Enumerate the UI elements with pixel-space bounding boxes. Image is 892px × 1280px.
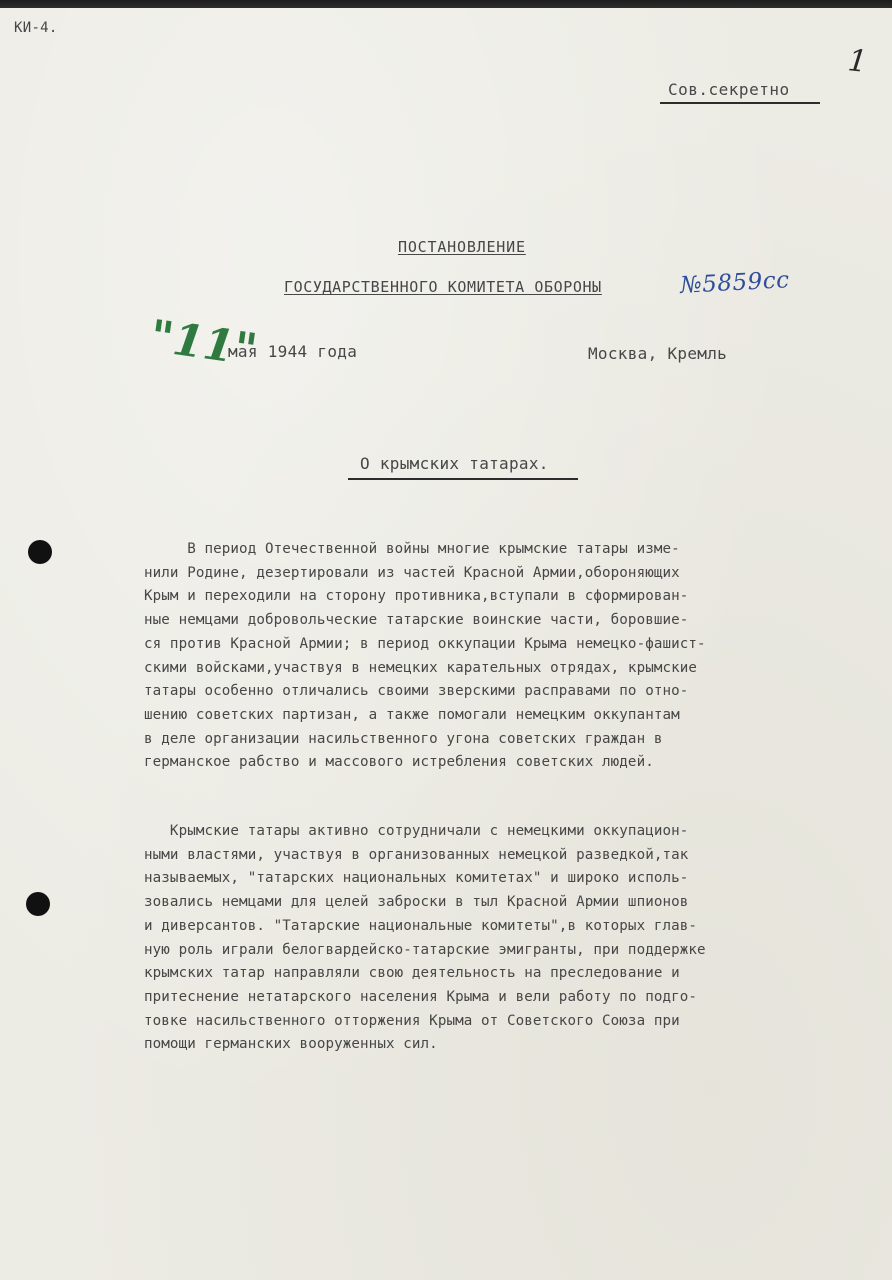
text-line: татары особенно отличались своими зверскими расправами по отно-: [144, 683, 689, 700]
date-month-year: мая 1944 года: [228, 342, 358, 361]
scan-top-border: [0, 0, 892, 8]
punch-hole: [26, 892, 50, 916]
issuing-body: ГОСУДАРСТВЕННОГО КОМИТЕТА ОБОРОНЫ: [284, 278, 602, 296]
text-line: ся против Красной Армии; в период оккупации Крыма немецко-фашист-: [144, 635, 706, 652]
text-line: называемых, "татарских национальных комитетах" и широко исполь-: [144, 870, 689, 887]
handwritten-document-number: №5859сс: [679, 267, 791, 299]
text-line: крымских татар направляли свою деятельность на преследование и: [144, 965, 680, 982]
text-line: ными властями, участвуя в организованных немецкой разведкой,так: [144, 846, 689, 863]
place-of-issue: Москва, Кремль: [588, 344, 728, 363]
text-line: Крымские татары активно сотрудничали с немецкими оккупацион-: [144, 823, 689, 839]
text-line: в деле организации насильственного угона советских граждан в: [144, 730, 663, 747]
text-line: зовались немцами для целей заброски в тыл Красной Армии шпионов: [144, 894, 689, 911]
text-line: скими войсками,участвуя в немецких карательных отрядах, крымские: [144, 659, 698, 676]
classification-stamp: Сов.секретно: [668, 80, 790, 99]
text-line: ные немцами добровольческие татарские воинские части, боровшие-: [144, 612, 689, 629]
punch-hole: [28, 540, 52, 564]
text-line: и диверсантов. "Татарские национальные комитеты",в которых глав-: [144, 917, 698, 934]
text-line: притеснение нетатарского населения Крыма и вели работу по подго-: [144, 988, 698, 1005]
subject-underline: [348, 478, 578, 480]
body-paragraph-2: [144, 820, 874, 1057]
text-line: ную роль играли белогвардейско-татарские эмигранты, при поддержке: [144, 941, 706, 958]
classification-underline: [660, 102, 820, 104]
handwritten-date-day: "11": [146, 310, 261, 377]
text-line: германское рабство и массового истребления советских людей.: [144, 754, 654, 771]
text-line: Крым и переходили на сторону противника,вступали в сформирован-: [144, 588, 689, 605]
handwritten-page-number: 1: [846, 43, 869, 80]
subject-title: О крымских татарах.: [360, 454, 549, 473]
document-type-title: ПОСТАНОВЛЕНИЕ: [398, 238, 526, 256]
text-line: шению советских партизан, а также помогали немецким оккупантам: [144, 706, 680, 723]
text-line: нили Родине, дезертировали из частей Красной Армии,обороняющих: [144, 564, 680, 581]
text-line: товке насильственного отторжения Крыма от Советского Союза при: [144, 1012, 680, 1029]
text-line: помощи германских вооруженных сил.: [144, 1036, 438, 1053]
archive-ref-code: КИ-4.: [14, 20, 58, 36]
text-line: В период Отечественной войны многие крымские татары изме-: [144, 541, 680, 557]
body-paragraph-1: [144, 538, 874, 775]
